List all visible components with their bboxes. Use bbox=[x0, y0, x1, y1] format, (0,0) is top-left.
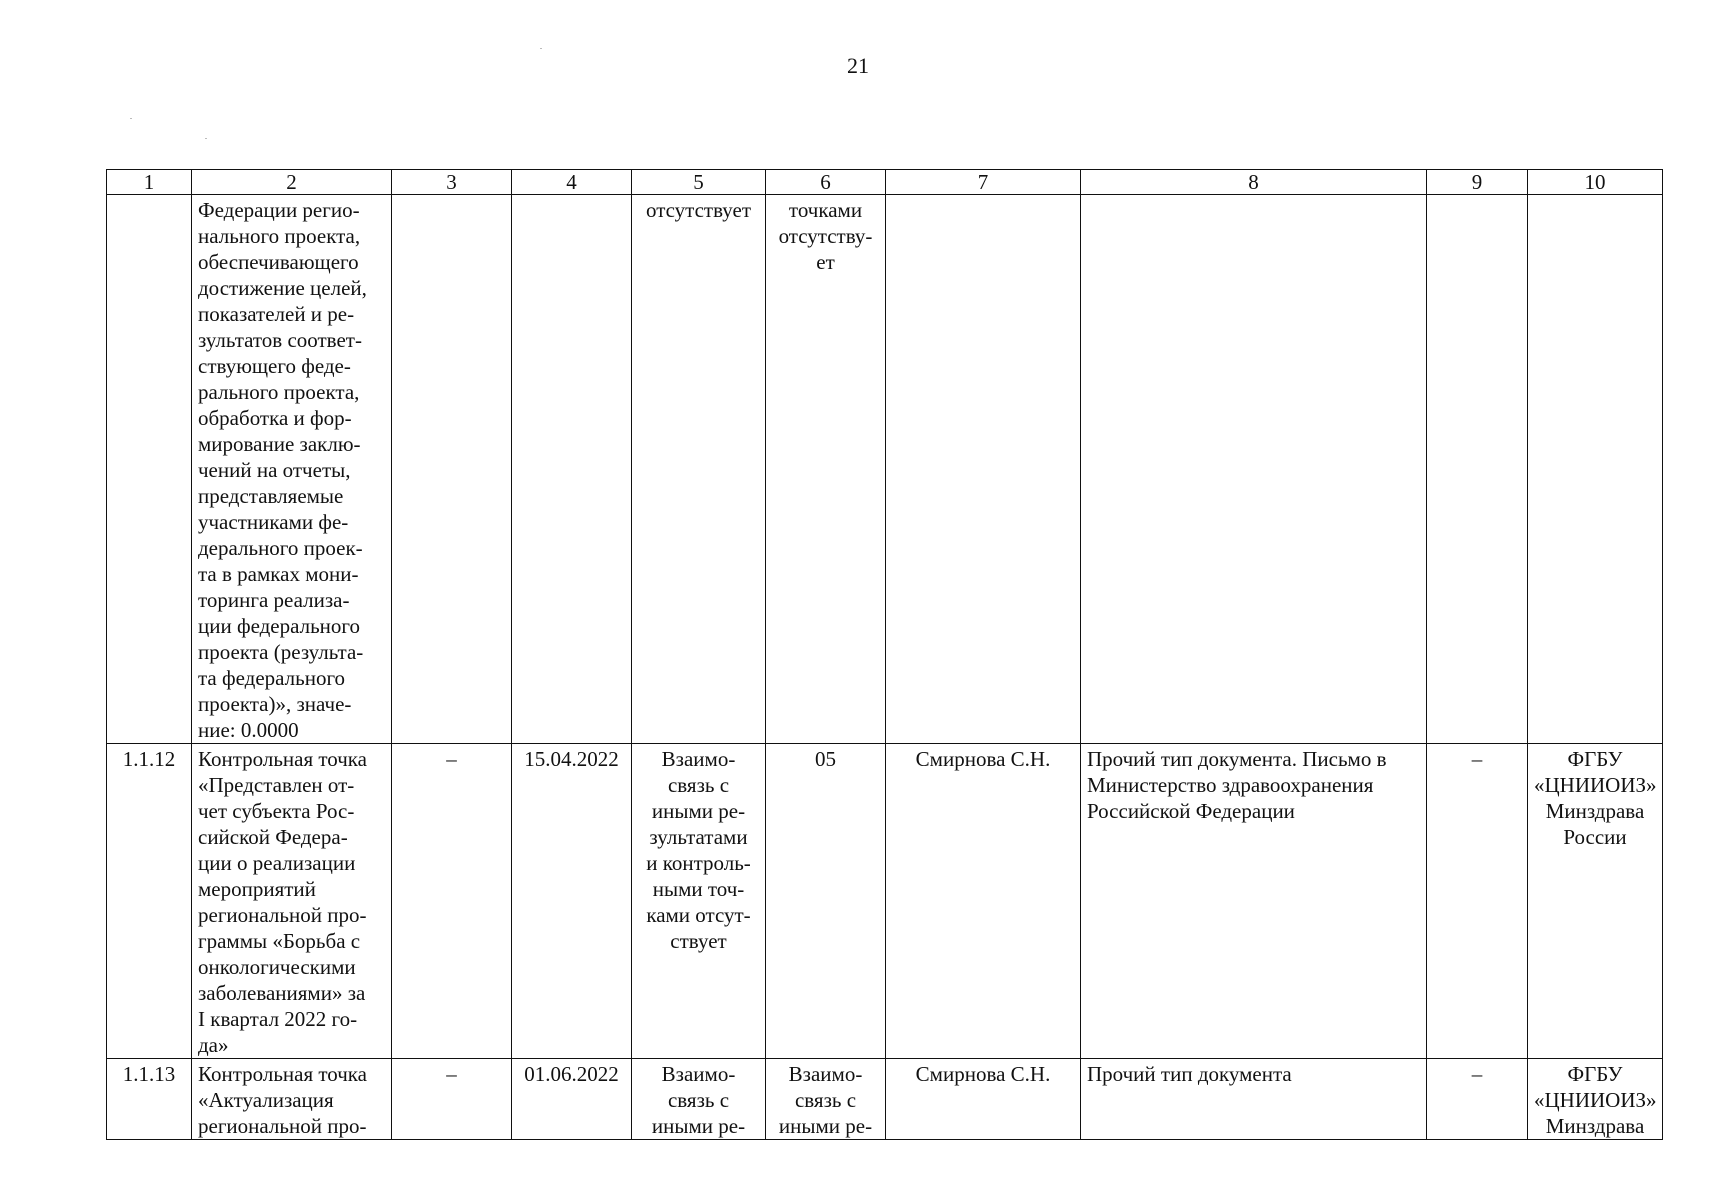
relation-cell: отсутствует bbox=[632, 195, 766, 744]
description-cell: Контрольная точка «Представлен от- чет субъекта Рос- сийской Федера- ции о реализации мероприятий региональной про- граммы «Борьба с онкологическими заболеваниями» за I квартал 2022 го- да» bbox=[192, 744, 392, 1059]
document-type-cell: Прочий тип документа. Письмо в Министерство здравоохранения Российской Федерации bbox=[1081, 744, 1427, 1059]
description-cell: Федерации регио- нального проекта, обеспечивающего достижение целей, показателей и ре- зультатов соответ- ствующего феде- рального проекта, обработка и фор- мирование заклю- чений на отчеты, представляемые участниками фе- дерального проек- та в рамках мони- торинга реализа- ции федерального проекта (результа- та федерального проекта)», значе- ние: 0.0000 bbox=[192, 195, 392, 744]
table-cell: – bbox=[392, 1059, 512, 1140]
row-number-cell: 1.1.13 bbox=[107, 1059, 192, 1140]
table-row bbox=[107, 1059, 1663, 1140]
table-cell bbox=[392, 195, 512, 744]
column-header: 9 bbox=[1427, 170, 1528, 195]
relation-cell: Взаимо- связь с иными ре- bbox=[766, 1059, 886, 1140]
table-header-row bbox=[107, 170, 1663, 195]
document-type-cell: Прочий тип документа bbox=[1081, 1059, 1427, 1140]
table-cell: – bbox=[392, 744, 512, 1059]
relation-cell: Взаимо- связь с иными ре- зультатами и контроль- ными точ- ками отсут- ствует bbox=[632, 744, 766, 1059]
responsible-cell: Смирнова С.Н. bbox=[886, 1059, 1081, 1140]
organization-cell: ФГБУ «ЦНИИОИЗ» Минздрава России bbox=[1528, 744, 1663, 1059]
column-header: 6 bbox=[766, 170, 886, 195]
relation-cell: Взаимо- связь с иными ре- bbox=[632, 1059, 766, 1140]
responsible-cell bbox=[886, 195, 1081, 744]
organization-cell: ФГБУ «ЦНИИОИЗ» Минздрава bbox=[1528, 1059, 1663, 1140]
organization-cell bbox=[1528, 195, 1663, 744]
responsible-cell: Смирнова С.Н. bbox=[886, 744, 1081, 1059]
table-row bbox=[107, 195, 1663, 744]
table-cell bbox=[1427, 195, 1528, 744]
column-header: 2 bbox=[192, 170, 392, 195]
document-type-cell bbox=[1081, 195, 1427, 744]
date-cell: 01.06.2022 bbox=[512, 1059, 632, 1140]
column-header: 8 bbox=[1081, 170, 1427, 195]
column-header: 1 bbox=[107, 170, 192, 195]
relation-cell: 05 bbox=[766, 744, 886, 1059]
column-header: 7 bbox=[886, 170, 1081, 195]
scan-speck bbox=[540, 48, 542, 49]
relation-cell: точками отсутству- ет bbox=[766, 195, 886, 744]
date-cell: 15.04.2022 bbox=[512, 744, 632, 1059]
row-number-cell bbox=[107, 195, 192, 744]
scan-speck bbox=[130, 118, 132, 119]
description-cell: Контрольная точка «Актуализация региональной про- bbox=[192, 1059, 392, 1140]
row-number-cell: 1.1.12 bbox=[107, 744, 192, 1059]
column-header: 3 bbox=[392, 170, 512, 195]
scan-speck bbox=[205, 138, 207, 139]
column-header: 5 bbox=[632, 170, 766, 195]
table-cell: – bbox=[1427, 1059, 1528, 1140]
document-table bbox=[106, 169, 1663, 1140]
column-header: 4 bbox=[512, 170, 632, 195]
date-cell bbox=[512, 195, 632, 744]
table-cell: – bbox=[1427, 744, 1528, 1059]
column-header: 10 bbox=[1528, 170, 1663, 195]
page-number: 21 bbox=[847, 53, 869, 78]
table-row bbox=[107, 744, 1663, 1059]
